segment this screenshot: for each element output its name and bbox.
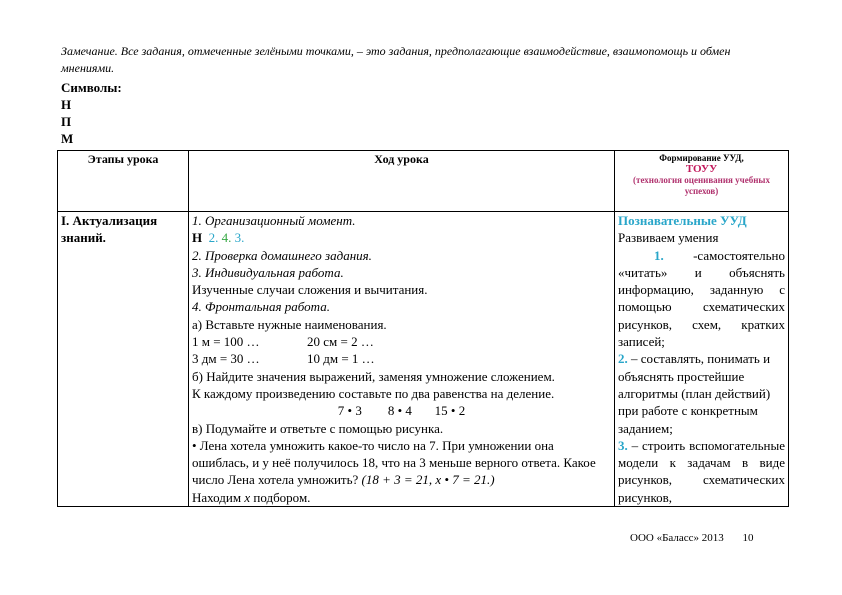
table-row bbox=[58, 212, 789, 507]
lesson-line bbox=[192, 350, 611, 367]
lesson-line: 1. Организационный момент. bbox=[192, 213, 356, 228]
task-ref-2: 2. bbox=[208, 230, 219, 246]
lesson-text: подбором. bbox=[253, 489, 311, 505]
uud-point-3-text: – строить вспомогательные модели к задачам в виде рисунков, схематических рисунков, bbox=[618, 437, 785, 505]
task-ref-3: 3. bbox=[234, 230, 245, 246]
uud-point-3 bbox=[618, 437, 785, 506]
symbol-m: М bbox=[61, 131, 74, 146]
uud-cell bbox=[615, 212, 789, 507]
lesson-line bbox=[192, 437, 611, 489]
uud-point-1-text: -самостоятельно «читать» и объяснять информацию, заданную с помощью схематических рисунков, схем, кратких записей; bbox=[618, 247, 785, 350]
lesson-line: К каждому произведению составьте по два равенства на деление. bbox=[192, 385, 555, 401]
header-uud-line3: (технология оценивания учебных успехов) bbox=[633, 175, 770, 196]
lesson-line bbox=[192, 489, 611, 506]
problem-formula: (18 + 3 = 21, x • 7 = 21.) bbox=[361, 472, 495, 488]
unit-expr: 10 дм = 1 … bbox=[307, 351, 375, 367]
lesson-line bbox=[192, 229, 611, 246]
problem-text: • Лена хотела умножить какое-то число на 7. При умножении она ошиблась, и у неё получилось 18, что на 3 меньше верного ответа. Какое число Лена хотела умножить? bbox=[192, 437, 596, 488]
lesson-line: Изученные случаи сложения и вычитания. bbox=[192, 282, 428, 298]
unit-expr: 3 дм = 30 … bbox=[192, 351, 260, 367]
lesson-table bbox=[57, 150, 789, 507]
uud-point-2-text: – составлять, понимать и объяснять простейшие алгоритмы (план действий) при работе с конкретным заданием; bbox=[618, 351, 771, 436]
unit-expr: 20 см = 2 … bbox=[307, 334, 374, 350]
footer-publisher: ООО «Баласс» 2013 bbox=[630, 532, 724, 544]
uud-title: Познавательные УУД bbox=[618, 213, 747, 228]
stage-cell: I. Актуализация знаний. bbox=[58, 212, 189, 507]
uud-point-1-num: 1. bbox=[654, 247, 664, 263]
table-header-row bbox=[58, 151, 789, 212]
header-stages: Этапы урока bbox=[58, 151, 189, 212]
unit-expr: 1 м = 100 … bbox=[192, 334, 260, 350]
uud-point-2 bbox=[618, 350, 785, 436]
lesson-line: б) Найдите значения выражений, заменяя умножение сложением. bbox=[192, 368, 555, 384]
variable-x: x bbox=[244, 489, 251, 505]
lesson-line: 4. Фронтальная работа. bbox=[192, 299, 330, 315]
header-uud bbox=[615, 151, 789, 212]
lesson-text: Находим bbox=[192, 489, 242, 505]
header-uud-line1: Формирование УУД, bbox=[659, 153, 744, 163]
header-lesson-flow: Ход урока bbox=[189, 151, 615, 212]
uud-subtitle: Развиваем умения bbox=[618, 230, 719, 246]
header-uud-line2: ТОУУ bbox=[685, 163, 718, 175]
page-footer bbox=[630, 532, 754, 544]
lesson-line: а) Вставьте нужные наименования. bbox=[192, 316, 387, 332]
uud-point-3-num: 3. bbox=[618, 437, 628, 453]
lesson-line: 3. Индивидуальная работа. bbox=[192, 264, 344, 280]
task-ref-4: 4. bbox=[221, 230, 232, 246]
symbol-n: Н bbox=[61, 97, 72, 112]
lesson-line bbox=[192, 333, 611, 350]
marker-n: Н bbox=[192, 230, 203, 246]
lesson-line: в) Подумайте и ответьте с помощью рисунка. bbox=[192, 420, 444, 436]
page-number: 10 bbox=[742, 532, 754, 544]
lesson-line: 2. Проверка домашнего задания. bbox=[192, 247, 372, 263]
symbols-title: Символы: bbox=[61, 80, 122, 95]
uud-point-2-num: 2. bbox=[618, 351, 628, 367]
expressions-line: 7 • 3 8 • 4 15 • 2 bbox=[337, 403, 466, 419]
symbol-p: П bbox=[61, 114, 72, 129]
uud-point-1 bbox=[618, 247, 785, 351]
lesson-cell bbox=[189, 212, 615, 507]
note-text: Замечание. Все задания, отмеченные зелёными точками, – это задания, предполагающие взаимодействие, взаимопомощь и обмен мнениями. bbox=[61, 44, 731, 75]
